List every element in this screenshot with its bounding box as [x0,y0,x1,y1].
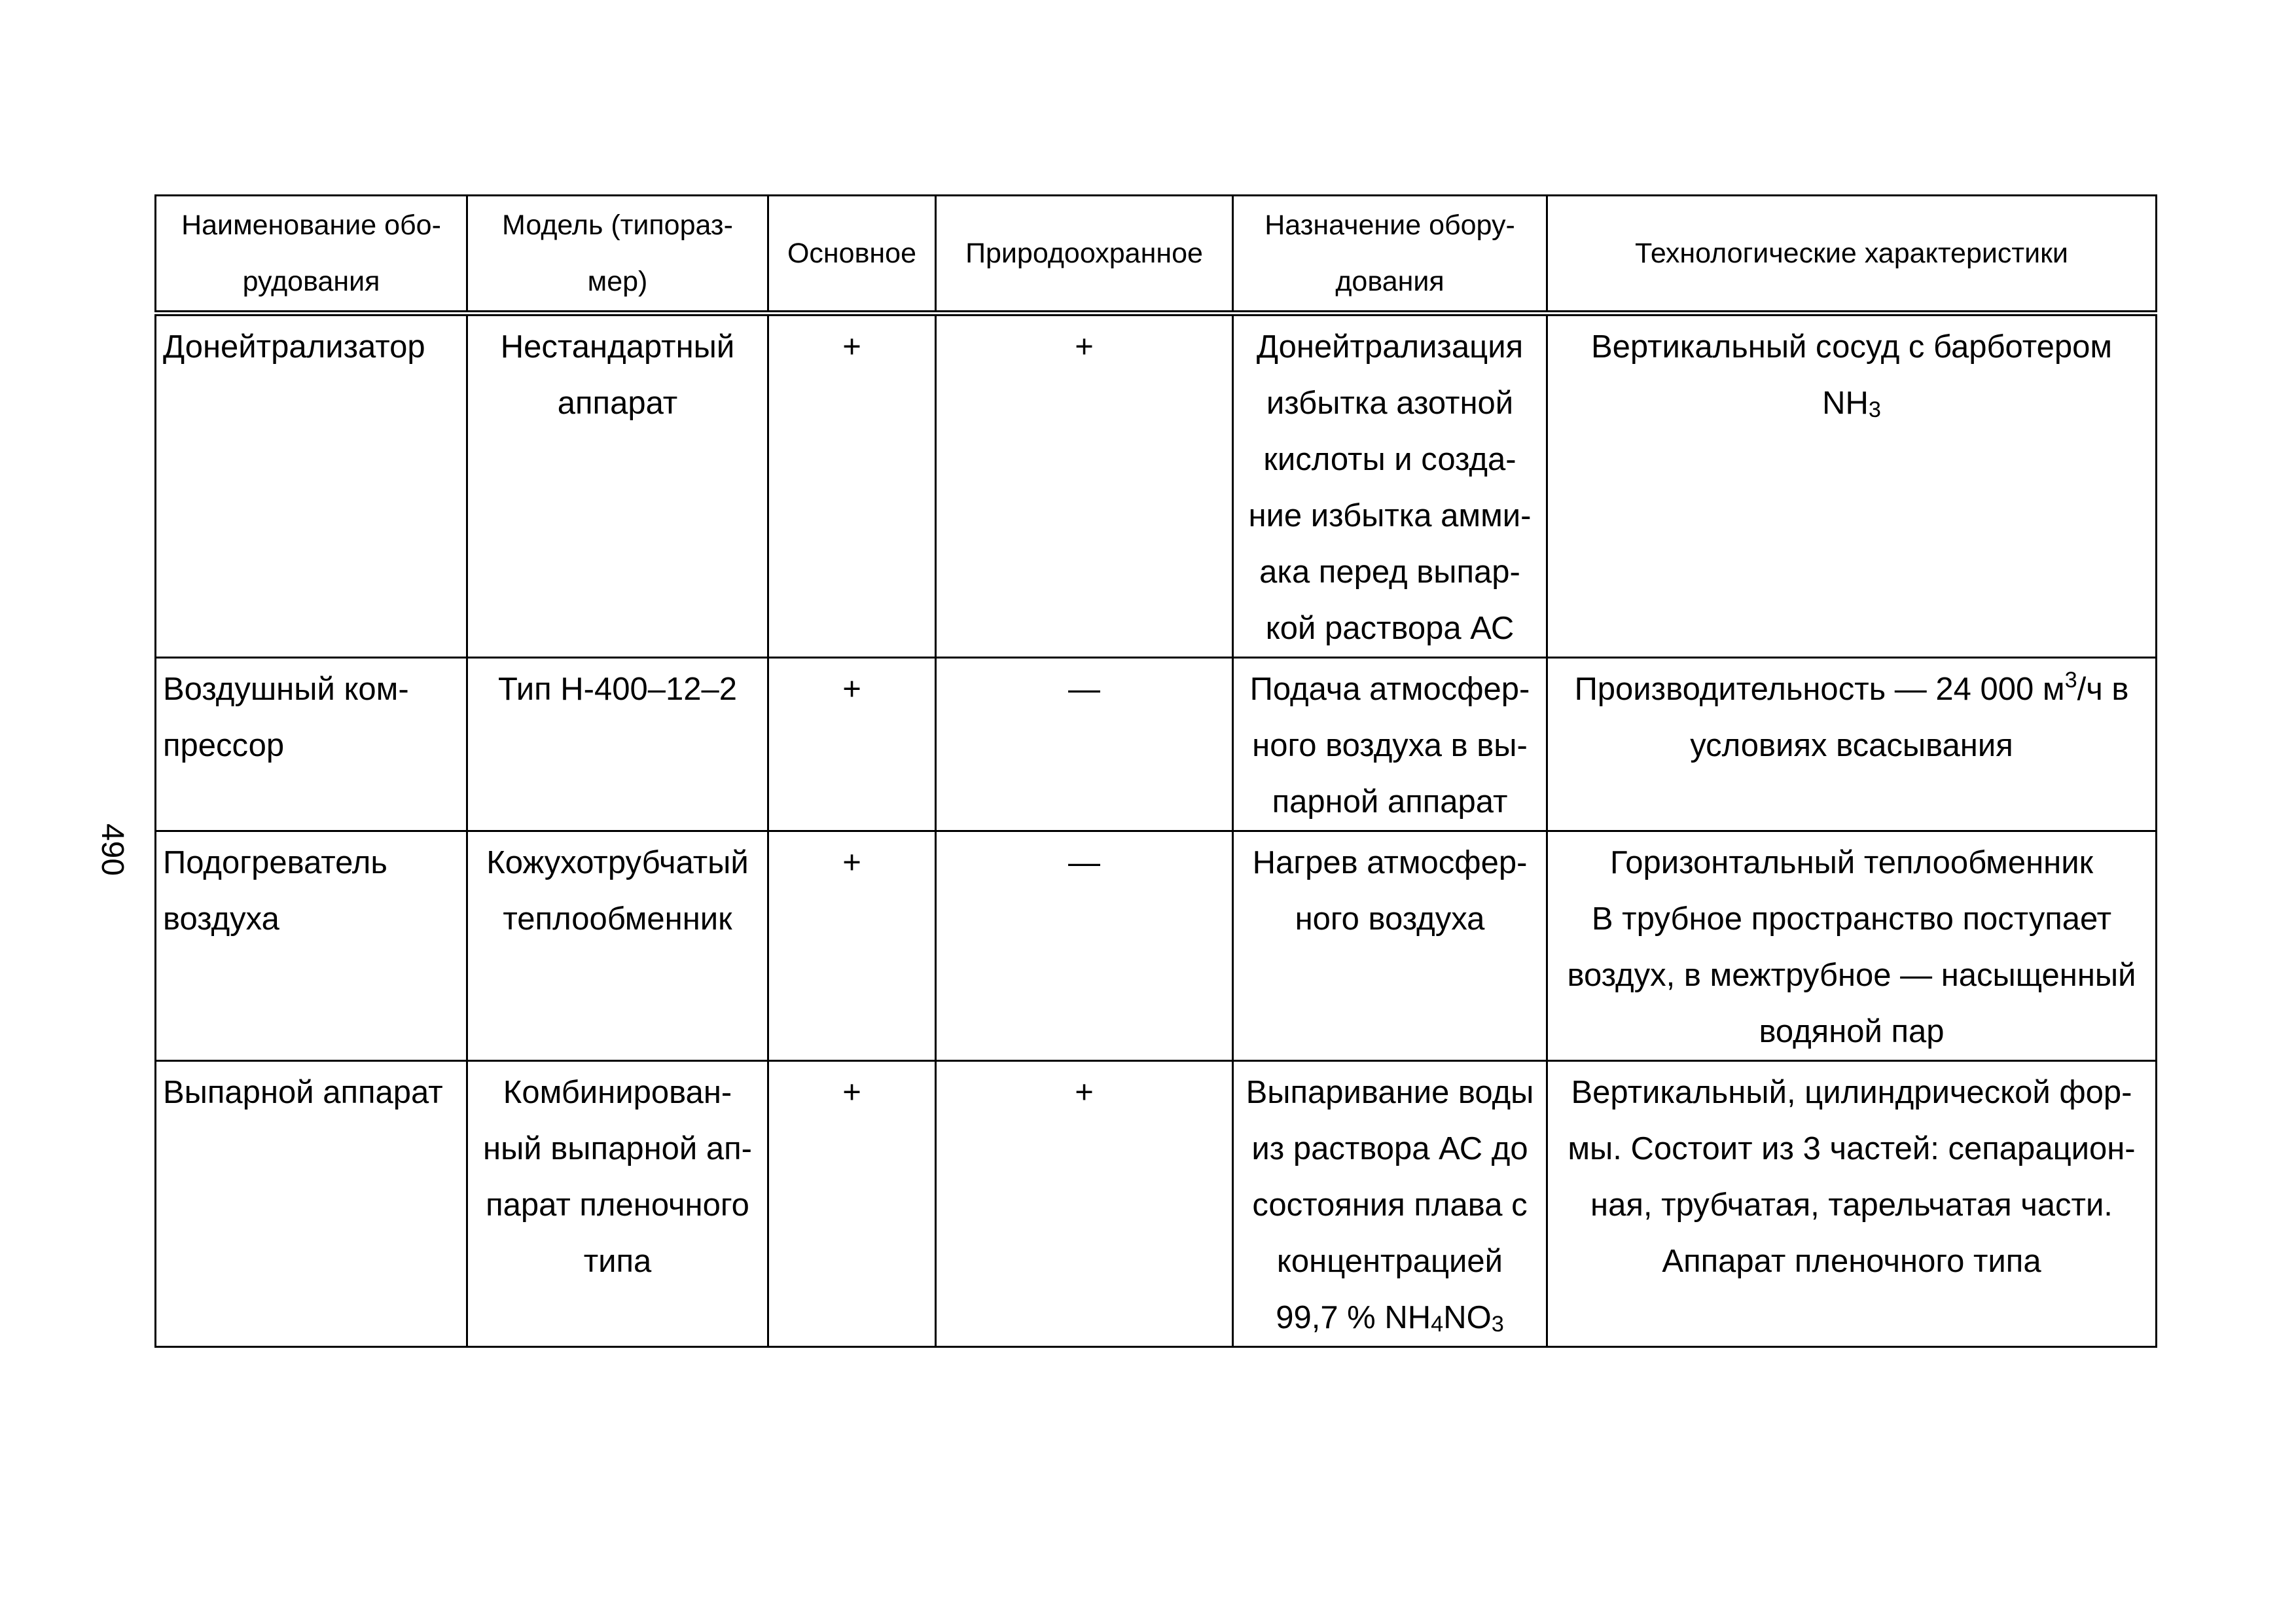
cell-main: + [768,1061,936,1347]
cell-name: Подогреватель воздуха [156,831,467,1061]
cell-main: + [768,831,936,1061]
cell-tech: Вертикальный сосуд с барботером $NH_3$ [1547,314,2157,658]
cell-main: + [768,658,936,831]
cell-tech: Горизонтальный теплообменник В трубное пространство поступает воздух, в межтрубное — насыщенный водяной пар [1547,831,2157,1061]
equipment-table [154,194,2157,1348]
page-number: 490 [95,823,130,876]
table-header-row [156,196,2157,314]
cell-purpose: Подача атмосфер- ного воздуха в вы- парной аппарат [1233,658,1547,831]
table-row [156,658,2157,831]
header-tech: Технологические характеристики [1547,196,2157,314]
table-row [156,1061,2157,1347]
table-row [156,314,2157,658]
cell-name: Выпарной аппарат [156,1061,467,1347]
cell-model: Комбинирован- ный выпарной ап- парат пленочного типа [467,1061,768,1347]
cell-env: + [936,314,1233,658]
cell-model: Тип Н-400–12–2 [467,658,768,831]
cell-main: + [768,314,936,658]
nh3-formula: $NH_3$ [1822,386,1881,423]
nh4no3-formula: 99,7 % $NH_4NO_3$ [1276,1300,1504,1337]
cell-name: Воздушный ком- прессор [156,658,467,831]
cell-model: Кожухотрубчатый теплообменник [467,831,768,1061]
header-main: Основное [768,196,936,314]
capacity-line: Производительность — 24 000 $м^3/ч$ в [1574,668,2129,707]
cell-purpose: Выпаривание воды из раствора АС до состояния плава с концентрацией 99,7 % $NH_4NO_3$ [1233,1061,1547,1347]
header-purpose: Назначение обору- дования [1233,196,1547,314]
header-name: Наименование обо- рудования [156,196,467,314]
cell-env: — [936,831,1233,1061]
cell-purpose: Нагрев атмосфер- ного воздуха [1233,831,1547,1061]
cell-name: Донейтрализатор [156,314,467,658]
cell-purpose: Донейтрализация избытка азотной кислоты и созда- ние избытка амми- ака перед выпар- кой раствора АС [1233,314,1547,658]
cell-tech: Производительность — 24 000 $м^3/ч$ в условиях всасывания [1547,658,2157,831]
cell-tech: Вертикальный, цилиндрической фор- мы. Состоит из 3 частей: сепарацион- ная, трубчатая, тарельчатая части. Аппарат пленочного типа [1547,1061,2157,1347]
cell-env: + [936,1061,1233,1347]
cell-env: — [936,658,1233,831]
table-row [156,831,2157,1061]
header-env: Природоохранное [936,196,1233,314]
header-model: Модель (типораз- мер) [467,196,768,314]
cell-model: Нестандартный аппарат [467,314,768,658]
